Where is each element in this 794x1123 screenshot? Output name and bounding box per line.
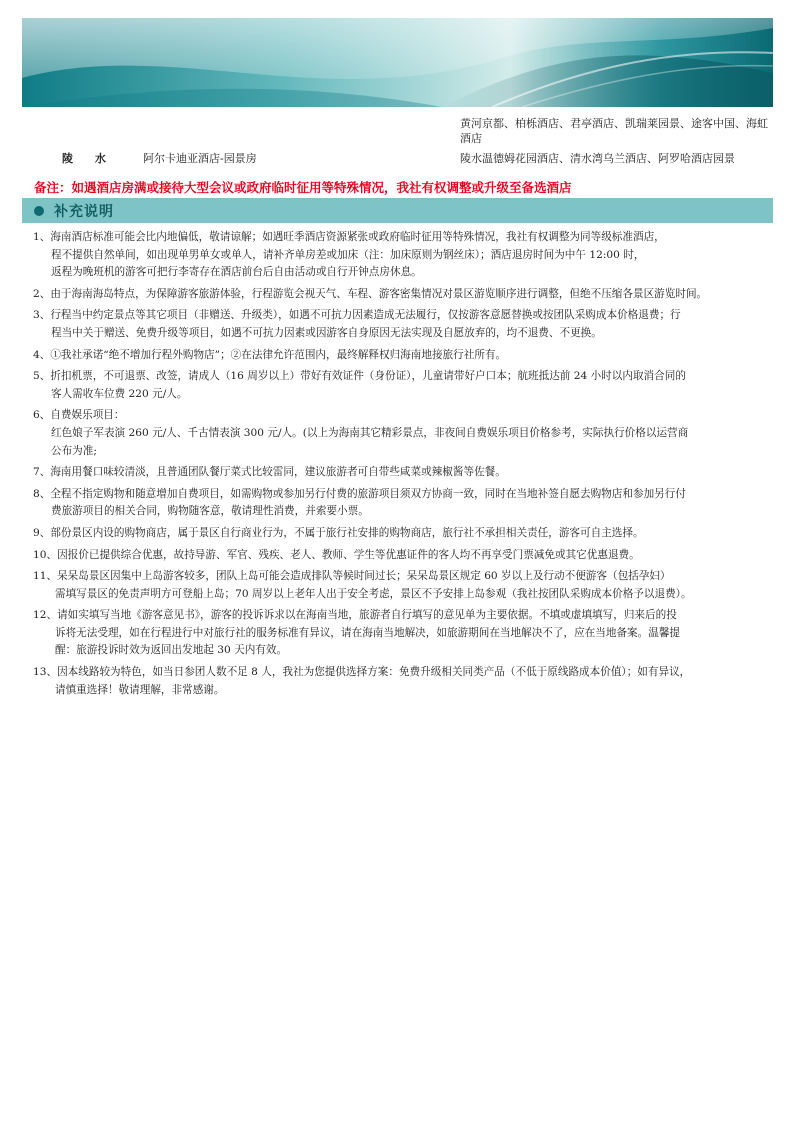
header-banner-image bbox=[22, 18, 773, 107]
list-item bbox=[33, 664, 773, 699]
item-line: 费旅游项目的相关合同，购物随客意，敬请理性消费，并索要小票。 bbox=[51, 505, 369, 518]
list-item bbox=[33, 547, 773, 565]
hotel-notice: 备注：如遇酒店房满或接待大型会议或政府临时征用等特殊情况，我社有权调整或升级至备选酒店 bbox=[34, 180, 572, 195]
alternate-hotels: 陵水温德姆花园酒店、清水湾乌兰酒店、阿罗哈酒店园景 bbox=[460, 152, 735, 165]
item-line: 4、①我社承诺“绝不增加行程外购物店”；②在法律允许范围内，最终解释权归海南地接旅行社所有。 bbox=[33, 348, 507, 361]
list-item bbox=[33, 525, 773, 543]
item-line: 1、海南酒店标准可能会比内地偏低，敬请谅解；如遇旺季酒店资源紧张或政府临时征用等特殊情况，我社有权调整为同等级标准酒店， bbox=[33, 231, 665, 243]
banner-graphic bbox=[22, 18, 773, 107]
list-item bbox=[33, 229, 773, 282]
section-title: 补充说明 bbox=[54, 203, 114, 220]
item-line: 9、部份景区内设的购物商店，属于景区自行商业行为，不属于旅行社安排的购物商店，旅行社不承担相关责任，游客可自主选择。 bbox=[33, 526, 644, 539]
list-item bbox=[33, 307, 773, 342]
bullet-dot-icon bbox=[34, 206, 44, 216]
list-item bbox=[33, 407, 773, 460]
item-line: 程不提供自然单间，如出现单男单女或单人，请补齐单房差或加床（注：加床原则为钢丝床）；酒店退房时间为中午 12:00 时， bbox=[51, 248, 645, 261]
region-label: 陵 水 bbox=[62, 152, 115, 165]
item-line: 需填写景区的免责声明方可登船上岛；70 周岁以上老年人出于安全考虑，景区不予安排上岛参观（我社按团队采购成本价格予以退费）。 bbox=[55, 587, 692, 600]
item-line: 3、行程当中约定景点等其它项目（非赠送、升级类），如遇不可抗力因素造成无法履行，仅按游客意愿替换或按团队采购成本价格退费；行 bbox=[33, 309, 681, 322]
item-line: 程当中关于赠送、免费升级等项目，如遇不可抗力因素或因游客自身原因无法实现及自愿放弃的，均不退费、不更换。 bbox=[51, 326, 602, 339]
list-item bbox=[33, 607, 773, 660]
section-header bbox=[22, 198, 773, 223]
supplement-list bbox=[33, 229, 773, 703]
item-line: 11、呆呆岛景区因集中上岛游客较多，团队上岛可能会造成排队等候时间过长；呆呆岛景区规定 60 岁以上及行动不便游客（包括孕妇） bbox=[33, 570, 671, 583]
list-item bbox=[33, 486, 773, 521]
item-line: 返程为晚班机的游客可把行李寄存在酒店前台后自由活动或自行开钟点房休息。 bbox=[51, 266, 422, 279]
list-item bbox=[33, 347, 773, 365]
item-line: 红色娘子军表演 260 元/人、千古情表演 300 元/人。(以上为海南其它精彩景点，非夜间自费娱乐项目价格参考，实际执行价格以运营商 bbox=[51, 426, 689, 439]
item-line: 13、因本线路较为特色，如当日参团人数不足 8 人，我社为您提供选择方案：免费升级相关同类产品（不低于原线路成本价值）；如有异议， bbox=[33, 666, 691, 679]
list-item bbox=[33, 368, 773, 403]
list-item bbox=[33, 464, 773, 482]
list-item bbox=[33, 286, 773, 304]
item-line: 醒：旅游投诉时效为返回出发地起 30 天内有效。 bbox=[55, 644, 288, 657]
item-line: 2、由于海南海岛特点，为保障游客旅游体验，行程游览会视天气、车程、游客密集情况对景区游览顺序进行调整，但绝不压缩各景区游览时间。 bbox=[33, 287, 708, 300]
main-hotel: 阿尔卡迪亚酒店-园景房 bbox=[143, 152, 257, 165]
item-line: 8、全程不指定购物和随意增加自费项目，如需购物或参加另行付费的旅游项目须双方协商一致，同时在当地补签自愿去购物店和参加另行付 bbox=[33, 487, 686, 500]
list-item bbox=[33, 568, 773, 603]
item-line: 公布为准; bbox=[51, 444, 97, 457]
item-line: 12、请如实填写当地《游客意见书》，游客的投诉诉求以在海南当地，旅游者自行填写的意见单为主要依据。不填或虚填填写，归来后的投 bbox=[33, 609, 677, 622]
item-line: 10、因报价已提供综合优惠，故持导游、军官、残疾、老人、教师、学生等优惠证件的客人均不再享受门票减免或其它优惠退费。 bbox=[33, 548, 640, 561]
item-line: 6、自费娱乐项目： bbox=[33, 409, 125, 422]
alternate-hotels-upper: 黄河京都、柏栎酒店、君亭酒店、凯瑞莱园景、途客中国、海虹酒店 bbox=[460, 117, 768, 145]
item-line: 5、折扣机票，不可退票、改签，请成人（16 周岁以上）带好有效证件（身份证），儿童请带好户口本；航班抵达前 24 小时以内取消合同的 bbox=[33, 370, 686, 383]
item-line: 7、海南用餐口味较清淡，且普通团队餐厅菜式比较雷同，建议旅游者可自带些咸菜或辣椒酱等佐餐。 bbox=[33, 466, 506, 479]
item-line: 客人需收车位费 220 元/人。 bbox=[51, 387, 188, 400]
item-line: 诉将无法受理，如在行程进行中对旅行社的服务标准有异议，请在海南当地解决，如旅游期间在当地解决不了，应在当地备案。温馨提 bbox=[55, 626, 681, 639]
item-line: 请慎重选择！敬请理解，非常感谢。 bbox=[55, 683, 225, 696]
